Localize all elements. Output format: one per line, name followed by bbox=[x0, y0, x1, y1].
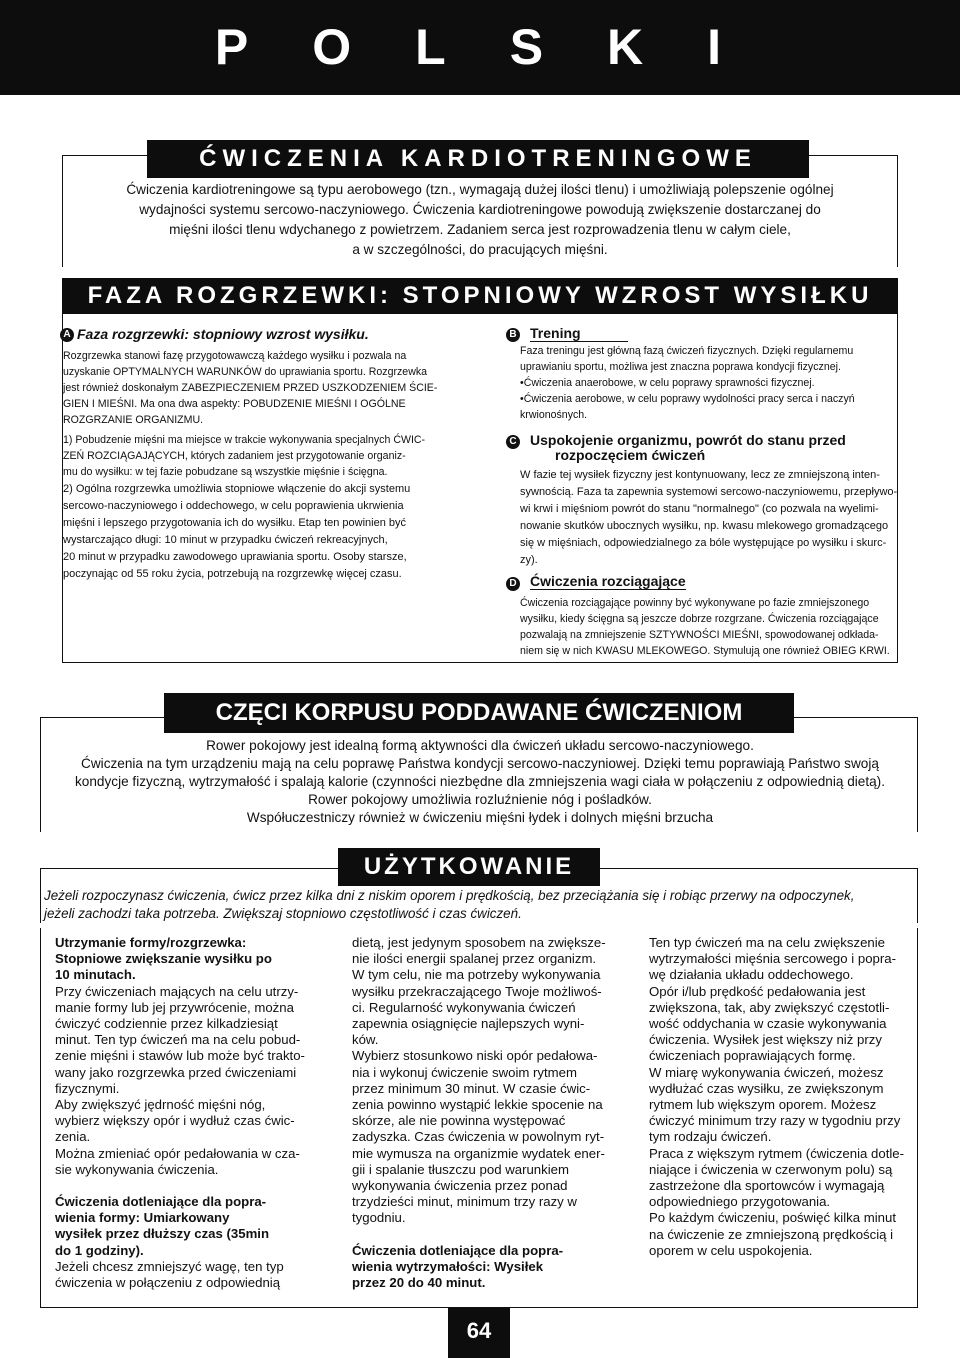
page-number: 64 bbox=[466, 1318, 492, 1343]
usage-rule-left bbox=[40, 868, 41, 923]
warmup-a-p2: 2) Ogólna rozgrzewka umożliwia stopniowe włączenie do akcji systemu sercowo-naczyniowego i oddechowego, w celu poprawienia ukrwienia mięśni i lepszego przygotowania ich do wysiłku. Etap ten powinien być wystarczająco długi: 10 minut w przypadku ćwiczeń rekreacyjnych, 20 minut w przypadku zawodowego uprawiania sportu. Osoby starsze, poczynając od 55 roku życia, potrzebują na rozgrzewkę więcej czasu. bbox=[63, 483, 411, 580]
language-title: POLSKI bbox=[214, 19, 786, 75]
warmup-c-heading-2: rozpoczęciem ćwiczeń bbox=[555, 447, 706, 463]
warmup-d-heading: Ćwiczenia rozciągające bbox=[530, 573, 686, 589]
badge-b: B bbox=[506, 328, 520, 342]
usage-col-2: dietą, jest jedynym sposobem na zwiększe- nie ilości energii spalanej przez organizm. W tym celu, nie ma potrzeby wykonywania wysiłku przekraczającego Twoje możliwoś- ci. Regularność wykonywania ćwiczeń zapewnia osiągnięcie najlepszych wyni- ków. Wybierz stosunkowo niski opór pedałowa- nia i wykonuj ćwiczenie swoim rytmem przez minimum 30 minut. W czasie ćwic- zenia powinno wystąpić lekkie spocenie na skórze, ale nie powinna występować zadyszka. Czas ćwiczenia w powolnym ryt- mie wymusza na organizmie wydatek ener- gii i spalanie tłuszczu pod warunkiem wykonywania ćwiczenia przez ponad trzydzieści minut, minimum trzy razy w tygodniu. Ćwiczenia dotleniające dla popra- wienia wytrzymałości: Wysiłek przez 20 do 40 minut. bbox=[352, 935, 606, 1291]
warmup-a-text: Rozgrzewka stanowi fazę przygotowawczą każdego wysiłku i pozwala na uzyskanie OPTYMALNYCH WARUNKÓW do uprawiania sportu. Rozgrzewka jest również doskonałym ZABEZPIECZENIEM PRZED USZKODZENIEM ŚCIE- GIEN I MIEŚNI. Ma ona dwa aspekty: POBUDZENIE MIEŚNI I OGÓLNE ROZGRZANIE ORGANIZMU. bbox=[63, 350, 438, 427]
warmup-a-heading: Faza rozgrzewki: stopniowy wzrost wysiłku. bbox=[77, 326, 369, 342]
badge-c: C bbox=[506, 435, 520, 449]
badge-a: A bbox=[60, 328, 74, 342]
usage-col-1: Utrzymanie formy/rozgrzewka: Stopniowe zwiększanie wysiłku po 10 minutach. Przy ćwiczeniach mających na celu utrzy- manie formy lub jej przywrócenie, można ćwiczyć codziennie przez kilkadziesiąt minut. Ten typ ćwiczeń ma na celu pobud- zenie mięśni i stawów lub może być trakto- wany jako rozgrzewka przed ćwiczeniami fizycznymi. Aby zwiększyć jędrność mięśni nóg, wybierz większy opór i wydłuż czas ćwic- zenia. Można zmieniać opór pedałowania w cza- sie wykonywania ćwiczenia. Ćwiczenia dotleniające dla popra- wienia formy: Umiarkowany wysiłek przez dłuższy czas (35min do 1 godziny). Jeżeli chcesz zmniejszyć wagę, ten typ ćwiczenia w połączeniu z odpowiednią bbox=[55, 935, 305, 1291]
usage-intro: Jeżeli rozpoczynasz ćwiczenia, ćwicz przez kilka dni z niskim oporem i prędkością, bez przeciążania się i robiąc przerwy na odpoczynek, jeżeli zachodzi taka potrzeba. Zwiększaj stopniowo częstotliwość i czas ćwiczeń. bbox=[44, 888, 855, 921]
warmup-c-text: W fazie tej wysiłek fizyczny jest kontynuowany, lecz ze zmniejszoną inten- sywnością. Faza ta zapewnia systemowi sercowo-naczyniowemu, przepływo- wi krwi i mięśniom powrót do stanu "normalnego" (co pozwala na wyelimi- nowanie skutków ubocznych wysiłku, np. kwasu mlekowego gromadzącego się w mięśniach, odpowiedzialnego za bóle występujące po wysiłku i skurc- zy). bbox=[520, 469, 898, 566]
warmup-c-heading-1: Uspokojenie organizmu, powrót do stanu przed bbox=[530, 432, 846, 448]
usage-col-3: Ten typ ćwiczeń ma na celu zwiększenie wytrzymałości mięśnia sercowego i popra- wę działania układu oddechowego. Opór i/lub prędkość pedałowania jest zwiększona, tak, aby zwiększyć częstotli- wość oddychania w czasie wykonywania ćwiczenia. Wysiłek jest większy niż przy ćwiczeniach poprawiających formę. W miarę wykonywania ćwiczeń, możesz wydłużać czas wysiłku, ze zwiększonym rytmem lub większym oporem. Możesz ćwiczyć minimum trzy razy w tygodniu przy tym rodzaju ćwiczeń. Praca z większym rytmem (ćwiczenia dotle- niające i ćwiczenia w czerwonym polu) są zastrzeżone dla sportowców i wymagają odpowiedniego przygotowania. Po każdym ćwiczeniu, poświęć kilka minut na ćwiczenie ze zmniejszoną prędkością i oporem w celu uspokojenia. bbox=[649, 935, 905, 1258]
warmup-b-text: Faza treningu jest główną fazą ćwiczeń fizycznych. Dzięki regularnemu uprawianiu sportu, możliwa jest znaczna poprawa kondycji fizycznej. • Ćwiczenia anaerobowe, w celu poprawy sprawności fizycznej. • Ćwiczenia aerobowe, w celu poprawy wydolności pracy serca i naczyń krwionośnych. bbox=[520, 343, 900, 423]
cardio-text: Ćwiczenia kardiotreningowe są typu aerobowego (tzn., wymagają dużej ilości tlenu) i umożliwiają polepszenie ogólnej wydajności systemu sercowo-naczyniowego. Ćwiczenia kardiotreningowe powodują zwiększenie dostarczanej do mięśni ilości tlenu wdychanego z powietrzem. Zadaniem serca jest rozprowadzenia tlenu w całym ciele, a w szczególności, do pracujących mięśni. bbox=[126, 182, 834, 257]
cardio-title: ĆWICZENIA KARDIOTRENINGOWE bbox=[147, 140, 809, 178]
warmup-d-text: Ćwiczenia rozciągające powinny być wykonywane po fazie zmniejszonego wysiłku, kiedy ścięgna są jeszcze dobrze rozgrzane. Ćwiczenia rozciągające pozwalają na zmniejszenie SZTYWNOŚCI MIEŚNI, spowodowanej odkłada- niem się w nich KWASU MLEKOWEGO. Stymulują one również OBIEG KRWI. bbox=[520, 597, 890, 658]
badge-d: D bbox=[506, 577, 520, 591]
usage-title: UŻYTKOWANIE bbox=[338, 848, 600, 886]
warmup-b-heading: Trening bbox=[530, 325, 628, 342]
body-parts-text: Rower pokojowy jest idealną formą aktywności dla ćwiczeń układu sercowo-naczyniowego. Ćwiczenia na tym urządzeniu mają na celu poprawę Państwa kondycji sercowo-naczyniowej. Dzięki temu poprawiają Państwo swoją kondycje fizyczną, wytrzymałość i spalają kalorie (czynności niezbędne dla zmniejszenia wagi ciała w połączeniu z odpowiednią dietą). Rower pokojowy umożliwia rozluźnienie nóg i pośladków. Współuczestniczy również w ćwiczeniu mięśni łydek i dolnych mięśni brzucha bbox=[75, 738, 885, 825]
warmup-a-p1: 1) Pobudzenie mięśni ma miejsce w trakcie wykonywania specjalnych ĆWIC- ZEŃ ROZCIĄGAJĄCYCH, których zadaniem jest przygotowanie organiz- mu do wysiłku: w tej fazie pobudzane są wszystkie mięśnie i ścięgna. bbox=[63, 434, 426, 479]
warmup-title: FAZA ROZGRZEWKI: STOPNIOWY WZROST WYSIŁKU bbox=[62, 278, 898, 314]
body-parts-title: CZĘCI KORPUSU PODDAWANE ĆWICZENIOM bbox=[164, 693, 794, 733]
